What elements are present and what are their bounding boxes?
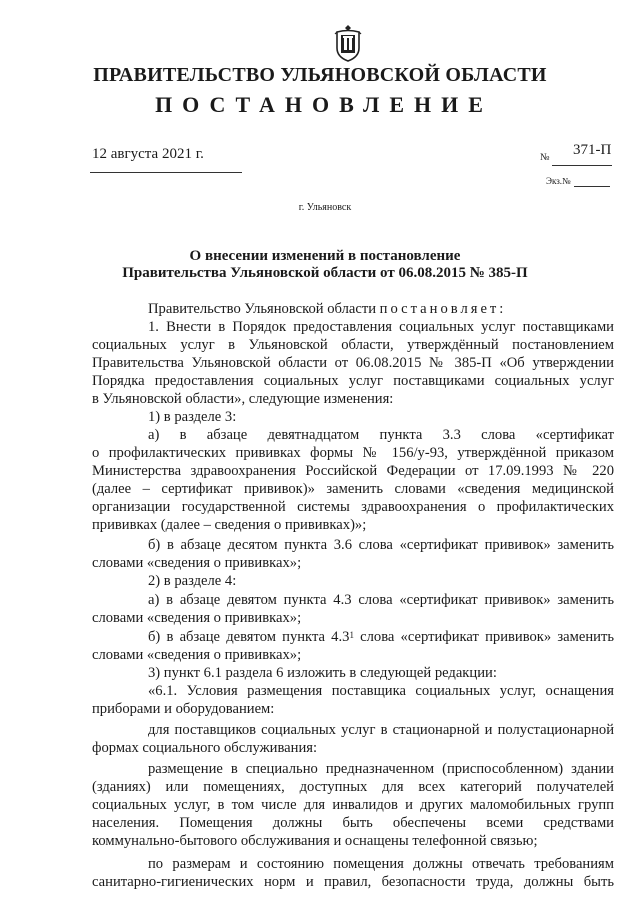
body-line: населения. Помещения должны быть обеспечены всеми средствами — [92, 815, 614, 831]
copy-number-label: Экз.№ — [546, 176, 571, 186]
body-line: организации государственной системы здравоохранения о профилактических — [92, 499, 614, 515]
government-name: ПРАВИТЕЛЬСТВО УЛЬЯНОВСКОЙ ОБЛАСТИ — [93, 64, 547, 86]
document-type-title: ПОСТАНОВЛЕНИЕ — [155, 92, 493, 117]
body-line: 3) пункт 6.1 раздела 6 изложить в следующей редакции: — [148, 665, 497, 681]
body-line: а) в абзаце девятнадцатом пункта 3.3 слова «сертификат — [148, 427, 614, 443]
body-line: формах социального обслуживания: — [92, 740, 318, 756]
body-line-part: б) в абзаце девятом пункта 4.3 — [148, 629, 350, 645]
body-line: прививках (далее – сведения о прививках)»; — [92, 517, 367, 533]
body-line: по размерам и состоянию помещения должны отвечать требованиям — [148, 856, 614, 872]
body-line: б) в абзаце десятом пункта 3.6 слова «сертификат прививок» заменить — [148, 537, 614, 553]
body-line: Министерства здравоохранения Российской Федерации от 17.09.1993 № 220 — [92, 463, 614, 479]
city-name: г. Ульяновск — [298, 202, 352, 213]
body-line: словами «сведения о прививках»; — [92, 610, 302, 626]
body-line: (далее – сертификат прививок)» заменить словами «сведения медицинской — [92, 481, 614, 497]
subject-line-2: Правительства Ульяновской области от 06.08.2015 № 385-П — [122, 265, 528, 281]
body-line: коммунально-бытового обслуживания и оснащены телефонной связью; — [92, 833, 538, 849]
copy-number-underline — [574, 186, 610, 187]
preamble-subject: Правительство Ульяновской области — [148, 301, 377, 317]
subject-line-1: О внесении изменений в постановление — [189, 248, 461, 264]
body-line: (зданиях) или помещениях, доступных для всех категорий получателей — [92, 779, 614, 795]
body-line: словами «сведения о прививках»; — [92, 555, 302, 571]
document-number: 371-П — [573, 142, 612, 158]
document-date: 12 августа 2021 г. — [92, 146, 204, 162]
body-line: в Ульяновской области», следующие изменения: — [92, 391, 394, 407]
body-line: Правительства Ульяновской области от 06.08.2015 № 385-П «Об утверждении — [92, 355, 614, 371]
body-line — [148, 629, 614, 646]
body-line: для поставщиков социальных услуг в стационарной и полустационарной — [148, 722, 614, 738]
number-underline — [552, 165, 612, 166]
body-line: приборами и оборудованием: — [92, 701, 275, 717]
body-line: социальных услуг, в том числе для инвалидов и других маломобильных групп — [92, 797, 614, 813]
preamble — [148, 301, 506, 318]
preamble-verb: постановляет: — [379, 301, 507, 317]
body-line: Порядка предоставления социальных услуг поставщиками социальных услуг — [92, 373, 614, 389]
date-underline — [90, 172, 242, 173]
superscript: 1 — [349, 630, 354, 640]
body-line: 1. Внести в Порядок предоставления социальных услуг поставщиками — [148, 319, 614, 335]
number-sign: № — [540, 152, 550, 163]
body-line: а) в абзаце девятом пункта 4.3 слова «сертификат прививок» заменить — [148, 592, 614, 608]
coat-of-arms-emblem — [333, 24, 363, 62]
body-line: «6.1. Условия размещения поставщика социальных услуг, оснащения — [148, 683, 614, 699]
body-line-part: слова «сертификат прививок» заменить — [353, 629, 614, 645]
body-line: 1) в разделе 3: — [148, 409, 237, 425]
body-line: о профилактических прививках формы № 156/у-93, утверждённой приказом — [92, 445, 614, 461]
body-line: словами «сведения о прививках»; — [92, 647, 302, 663]
body-line: размещение в специально предназначенном (приспособленном) здании — [148, 761, 614, 777]
body-line: санитарно-гигиенических норм и правил, безопасности труда, должны быть — [92, 874, 614, 890]
body-line: социальных услуг в Ульяновской области, утверждённый постановлением — [92, 337, 614, 353]
document-subject — [0, 248, 640, 282]
body-line: 2) в разделе 4: — [148, 573, 237, 589]
